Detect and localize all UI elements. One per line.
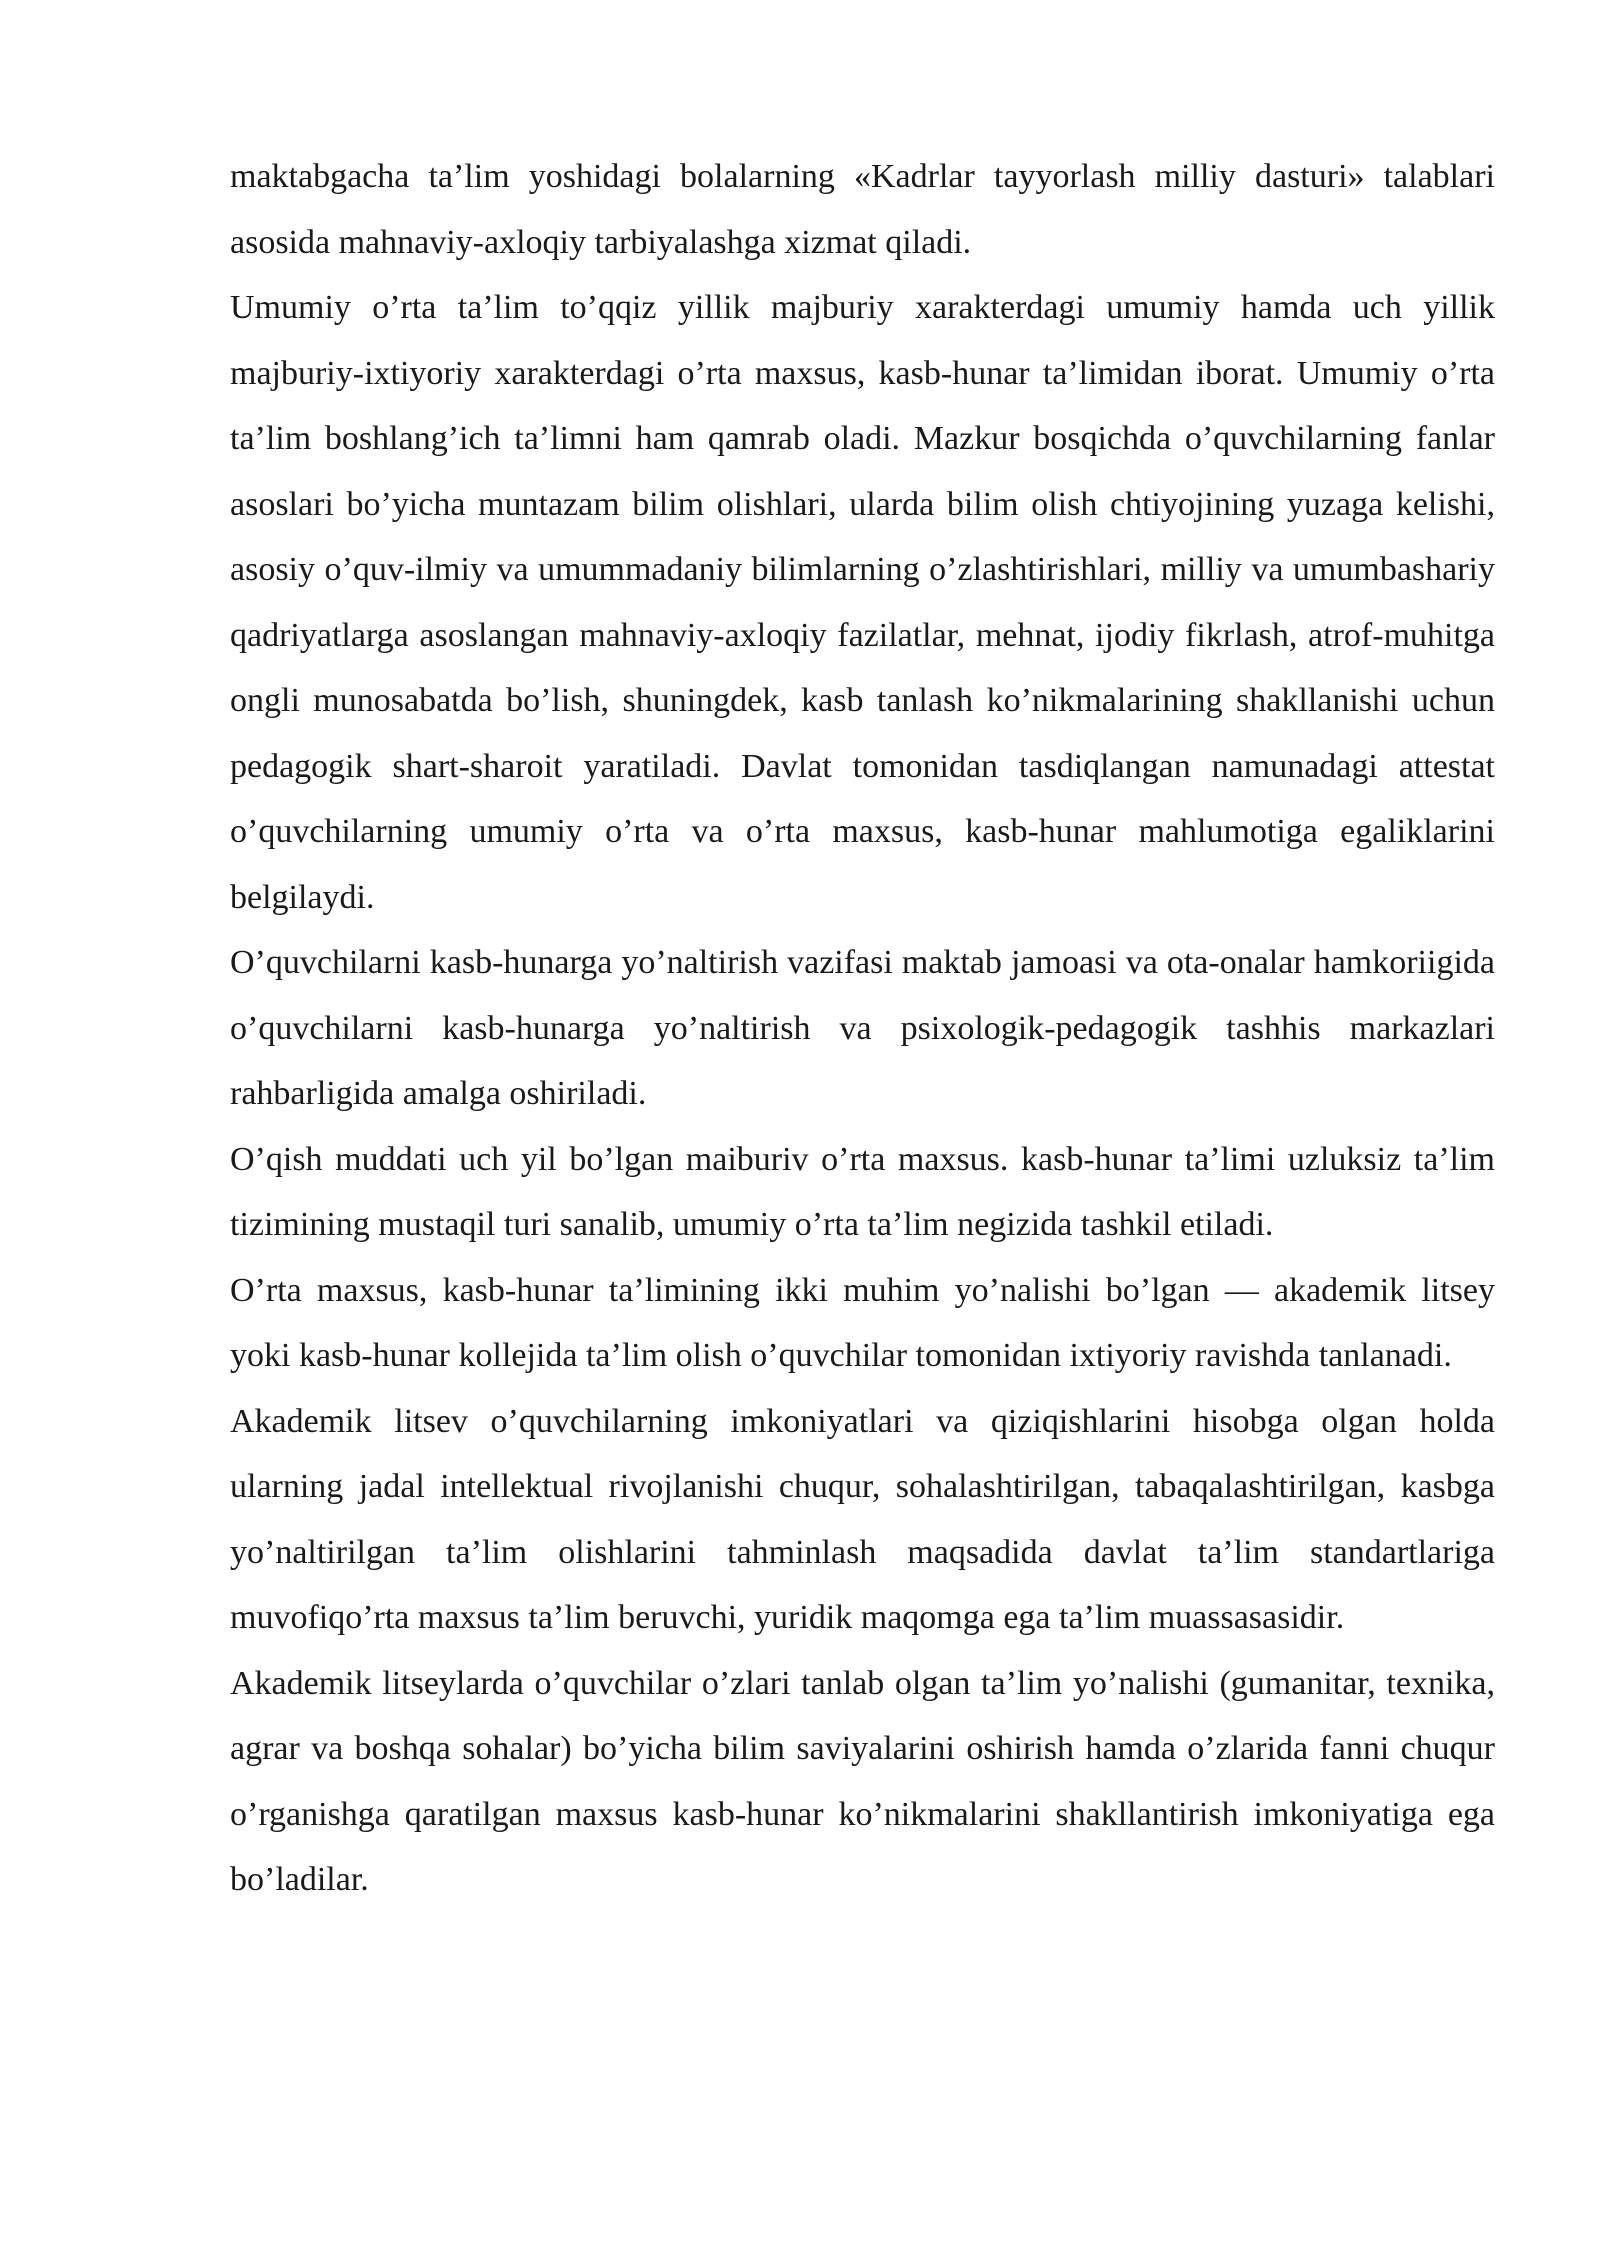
- paragraph-vocational-education-duration: O’qish muddati uch yil bo’lgan maiburiv o’rta maxsus. kasb-hunar ta’limi uzluksiz ta’lim tizimining mustaqil turi sanalib, umumiy o’rta ta’lim negizida tashkil etiladi.: [230, 1140, 1495, 1243]
- paragraph-general-secondary-education: Umumiy o’rta ta’lim to’qqiz yillik majburiy xarakterdagi umumiy hamda uch yillik majburiy-ixtiyoriy xarakterdagi o’rta maxsus, kasb-hunar ta’limidan iborat. Umumiy o’rta ta’lim boshlang’ich ta’limni ham qamrab oladi. Mazkur bosqichda o’quvchilarning fanlar asoslari bo’yicha muntazam bilim olishlari, ularda bilim olish chtiyojining yuzaga kelishi, asosiy o’quv-ilmiy va umummadaniy bilimlarning o’zlashtirishlari, milliy va umumbashariy qadriyatlarga asoslangan mahnaviy-axloqiy fazilatlar, mehnat, ijodiy fikrlash, atrof-muhitga ongli munosabatda bo’lish, shuningdek, kasb tanlash ko’nikmalarining shakllanishi uchun pedagogik shart-sharoit yaratiladi. Davlat tomonidan tasdiqlangan namunadagi attestat o’quvchilarning umumiy o’rta va o’rta maxsus, kasb-hunar mahlumotiga egaliklarini belgilaydi.: [230, 289, 1495, 916]
- paragraph-career-guidance: O’quvchilarni kasb-hunarga yo’naltirish vazifasi maktab jamoasi va ota-onalar hamkoriigida o’quvchilarni kasb-hunarga yo’naltirish va psixologik-pedagogik tashhis markazlari rahbarligida amalga oshiriladi.: [230, 944, 1495, 1112]
- paragraph-academic-lyceum-definition: Akademik litsev o’quvchilarning imkoniyatlari va qiziqishlarini hisobga olgan holda ularning jadal intellektual rivojlanishi chuqur, sohalashtirilgan, tabaqalashtirilgan, kasbga yo’naltirilgan ta’lim olishlarini tahminlash maqsadida davlat ta’lim standartlariga muvofiqo’rta maxsus ta’lim beruvchi, yuridik maqomga ega ta’lim muassasasidir.: [230, 1402, 1495, 1636]
- paragraph-preschool-continuation: maktabgacha ta’lim yoshidagi bolalarning «Kadrlar tayyorlash milliy dasturi» talablari asosida mahnaviy-axloqiy tarbiyalashga xizmat qiladi.: [230, 158, 1495, 261]
- paragraph-academic-lyceum-students: Akademik litseylarda o’quvchilar o’zlari tanlab olgan ta’lim yo’nalishi (gumanitar, texnika, agrar va boshqa sohalar) bo’yicha bilim saviyalarini oshirish hamda o’zlarida fanni chuqur o’rganishga qaratilgan maxsus kasb-hunar ko’nikmalarini shakllantirish imkoniyatiga ega bo’ladilar.: [230, 1664, 1495, 1898]
- document-body: [230, 144, 1495, 1913]
- paragraph-academic-lyceum-choice: O’rta maxsus, kasb-hunar ta’limining ikki muhim yo’nalishi bo’lgan — akademik litsey yoki kasb-hunar kollejida ta’lim olish o’quvchilar tomonidan ixtiyoriy ravishda tanlanadi.: [230, 1271, 1495, 1374]
